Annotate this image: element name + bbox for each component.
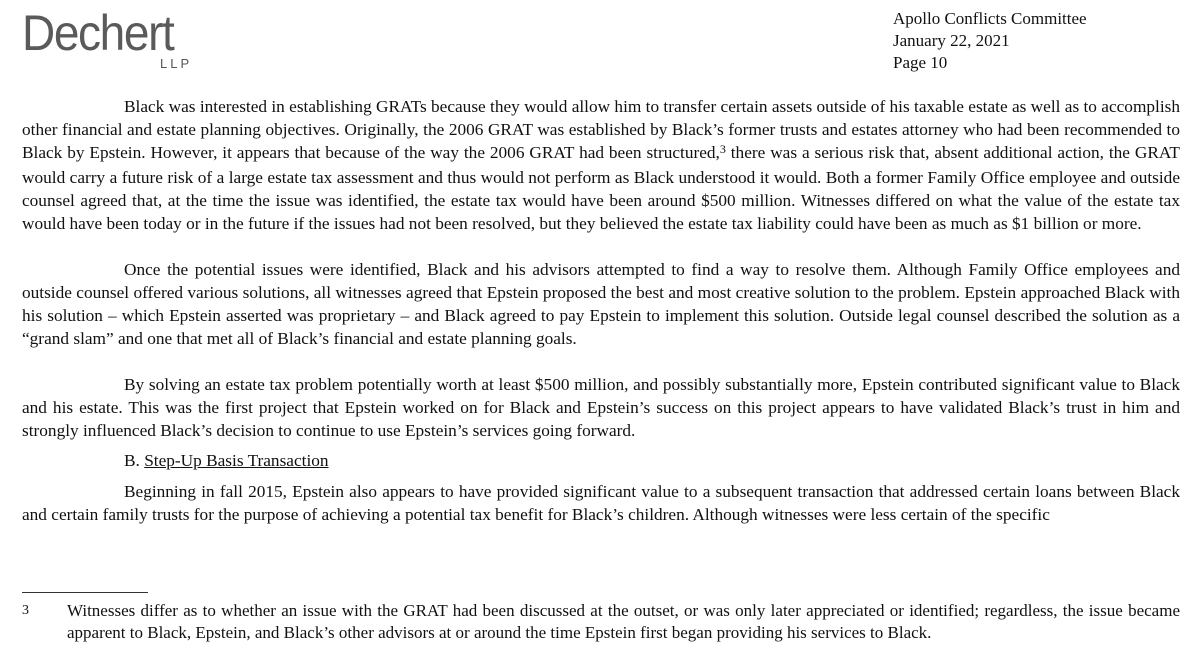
page-header-info — [893, 8, 1087, 74]
footnote-reference: 3 — [719, 142, 726, 156]
header-page-number: Page 10 — [893, 53, 948, 72]
section-label: B. — [124, 451, 140, 470]
footnote — [22, 600, 1180, 644]
logo-llp: LLP — [160, 56, 193, 71]
paragraph-step-up: Beginning in fall 2015, Epstein also appears to have provided significant value to a subsequent transaction that addressed certain loans between Black and certain family trusts for the purpose of achieving a potential tax benefit for Black’s children. Although witnesses were less certain of the specific — [22, 482, 1180, 524]
header-date: January 22, 2021 — [893, 31, 1010, 50]
footnote-number: 3 — [22, 603, 29, 618]
paragraph-grats — [22, 95, 1180, 235]
document-body — [22, 95, 1180, 526]
dechert-logo — [22, 5, 202, 71]
paragraph-grats-text-b: there was a serious risk that, absent additional action, the GRAT would carry a future risk of a large estate tax assessment and thus would not perform as Black understood it would. Both a former Family Office employee and outside counsel agreed that, at the time the issue was identified, the estate tax would have been around $500 million. Witnesses differed on what the value of the estate tax would have been today or in the future if the issues had not been resolved, but they believed the estate tax liability could have been as much as $1 billion or more. — [22, 143, 1180, 233]
logo-wordmark: Dechert — [22, 5, 174, 61]
footnote-text: Witnesses differ as to whether an issue with the GRAT had been discussed at the outset, or was only later appreciated or identified; regardless, the issue became apparent to Black, Epstein, and Black’s other advisors at or around the time Epstein first began providing his services to Black. — [67, 601, 1180, 642]
paragraph-grats-text-a: Black was interested in establishing GRATs because they would allow him to transfer certain assets outside of his taxable estate as well as to accomplish other financial and estate planning objectives. Originally, the 2006 GRAT was established by Black’s former trusts and estates attorney who had been recommended to Black by Epstein. However, it appears that because of the way the 2006 GRAT had been structured, — [22, 97, 1180, 162]
header-committee: Apollo Conflicts Committee — [893, 9, 1087, 28]
paragraph-solution: Once the potential issues were identified, Black and his advisors attempted to find a way to resolve them. Although Family Office employees and outside counsel offered various solutions, all witnesses agreed that Epstein proposed the best and most creative solution to the problem. Epstein approached Black with his solution – which Epstein asserted was proprietary – and Black agreed to pay Epstein to implement this solution. Outside legal counsel described the solution as a “grand slam” and one that met all of Black’s financial and estate planning goals. — [22, 260, 1180, 348]
section-title: Step-Up Basis Transaction — [144, 451, 329, 470]
section-heading — [22, 442, 1180, 480]
paragraph-value: By solving an estate tax problem potentially worth at least $500 million, and possibly substantially more, Epstein contributed significant value to Black and his estate. This was the first project that Epstein worked on for Black and Epstein’s success on this project appears to have validated Black’s trust in him and strongly influenced Black’s decision to continue to use Epstein’s services going forward. — [22, 375, 1180, 440]
footnote-divider — [22, 592, 148, 593]
